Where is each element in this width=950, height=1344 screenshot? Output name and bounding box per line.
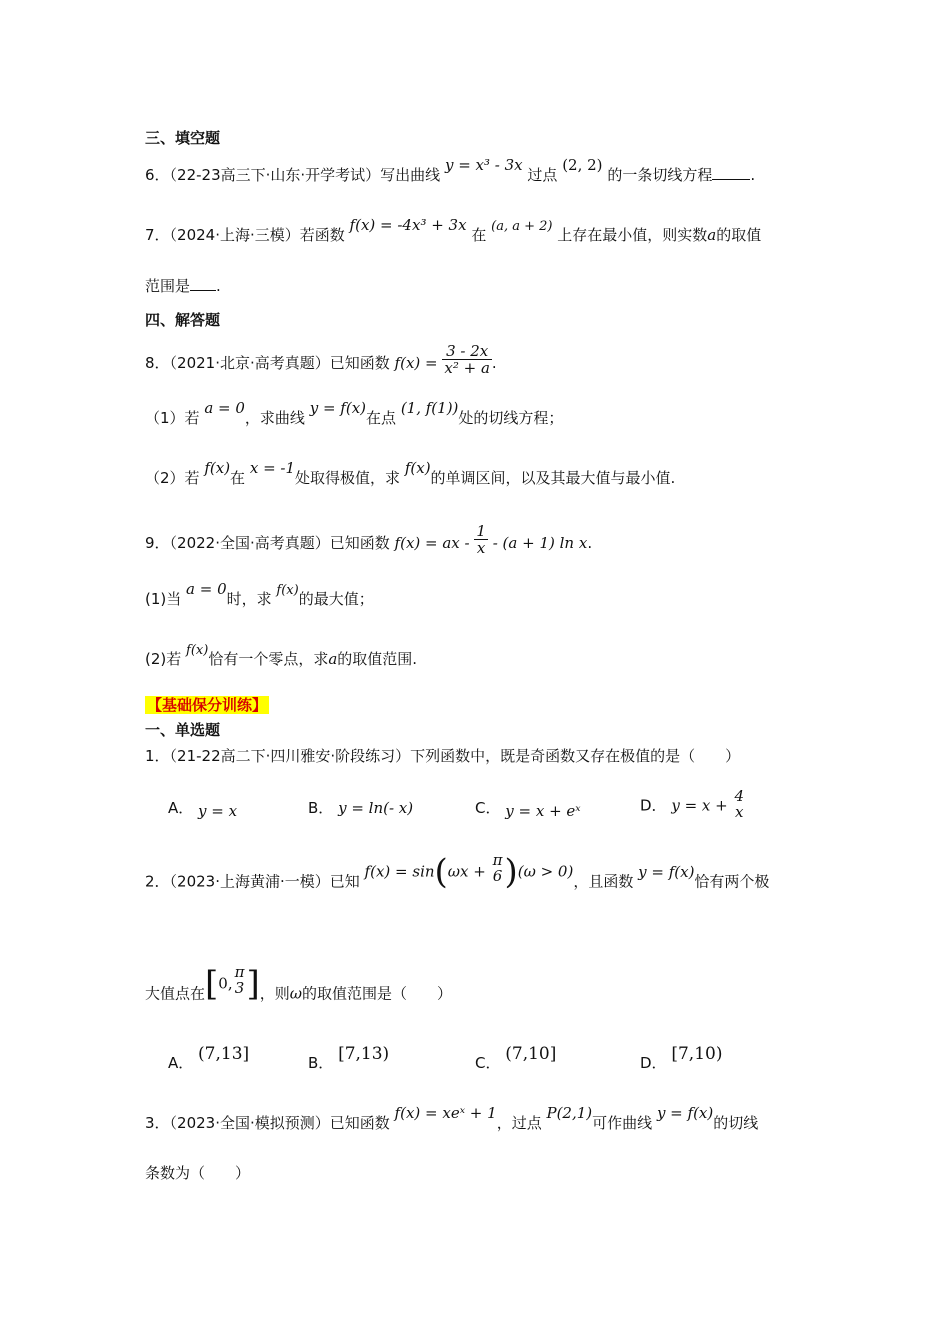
q1-option-b[interactable]: B． y = ln(- x) [308, 799, 414, 817]
question-8: 8．（2021·北京·高考真题）已知函数 f(x) = $\frac{3 - 2x}{\text{x² + a}}$ . [145, 342, 497, 377]
question-8-part2: （2）若 f(x)在 x = -1处取得极值，求 f(x)的单调区间，以及其最大值与最小值. [145, 459, 676, 487]
q2-option-c[interactable]: C． (7,10] [475, 1044, 557, 1072]
question-8-part1: （1）若 a = 0，求曲线 y = f(x)在点 (1, f(1))处的切线方程； [145, 399, 564, 427]
choice-question-1: 1．（21-22高二下·四川雅安·阶段练习）下列函数中，既是奇函数又存在极值的是（ ） [145, 747, 741, 765]
q7-answer-blank [190, 276, 216, 291]
question-9-part1: (1)当 a = 0时，求 f(x)的最大值； [145, 580, 374, 608]
question-6: 6．（22-23高三下·山东·开学考试）写出曲线 y = x³ - 3x 过点 (2, 2) 的一条切线方程 . [145, 156, 756, 184]
q6-curve-formula: y = x³ - 3x [444, 156, 523, 174]
section-heading-fill-in: 三、填空题 [145, 129, 221, 147]
q2-option-a[interactable]: A． (7,13] [168, 1044, 250, 1072]
q1-option-d[interactable]: D． y = x + 4 x [640, 787, 745, 821]
q2-function-formula: f(x) = sin(ωx + π 6 )(ω > 0) [364, 851, 574, 892]
q9-fraction: $\frac{1}{x}$ [476, 522, 486, 557]
q7-function-formula: f(x) = -4x³ + 3x [349, 216, 467, 234]
question-7: 7．（2024·上海·三模）若函数 f(x) = -4x³ + 3x 在 (a, a + 2) 上存在最小值，则实数a的取值 [145, 216, 762, 244]
q2-option-d[interactable]: D． [7,10) [640, 1044, 723, 1072]
q1-option-c[interactable]: C． y = x + eˣ [475, 799, 581, 820]
choice-question-2: 2．（2023·上海黄浦·一模）已知 f(x) = sin(ωx + π 6 )(ω > 0)，且函数 y = f(x)恰有两个极 [145, 851, 770, 892]
question-9: 9．（2022·全国·高考真题）已知函数 f(x) = ax - $\frac{1}{x}$ - (a + 1) ln x. [145, 522, 593, 557]
q6-point: (2, 2) [562, 156, 603, 174]
section-heading-solve: 四、解答题 [145, 311, 221, 329]
q2-option-b[interactable]: B． [7,13) [308, 1044, 390, 1072]
q7-interval: (a, a + 2) [491, 219, 553, 234]
choice-question-3-line2: 条数为（ ） [145, 1164, 251, 1182]
section-heading-single-choice: 一、单选题 [145, 721, 221, 739]
question-7-line2: 范围是 . [145, 277, 221, 295]
q8-fraction: $\frac{3 - 2x}{\text{x² + a}}$ [444, 342, 490, 377]
question-9-part2: (2)若 f(x)恰有一个零点，求a的取值范围. [145, 643, 418, 668]
choice-question-2-line2: 大值点在[0, π 3 ]，则ω的取值范围是（ ） [145, 963, 452, 1004]
q6-answer-blank [712, 165, 750, 180]
basic-training-banner: 【基础保分训练】 [147, 696, 268, 714]
q2-interval: [0, π 3 ] [205, 963, 260, 1004]
choice-question-3: 3．（2023·全国·模拟预测）已知函数 f(x) = xeˣ + 1，过点 P(2,1)可作曲线 y = f(x)的切线 [145, 1104, 759, 1132]
q1-option-a[interactable]: A． y = x [168, 799, 238, 820]
